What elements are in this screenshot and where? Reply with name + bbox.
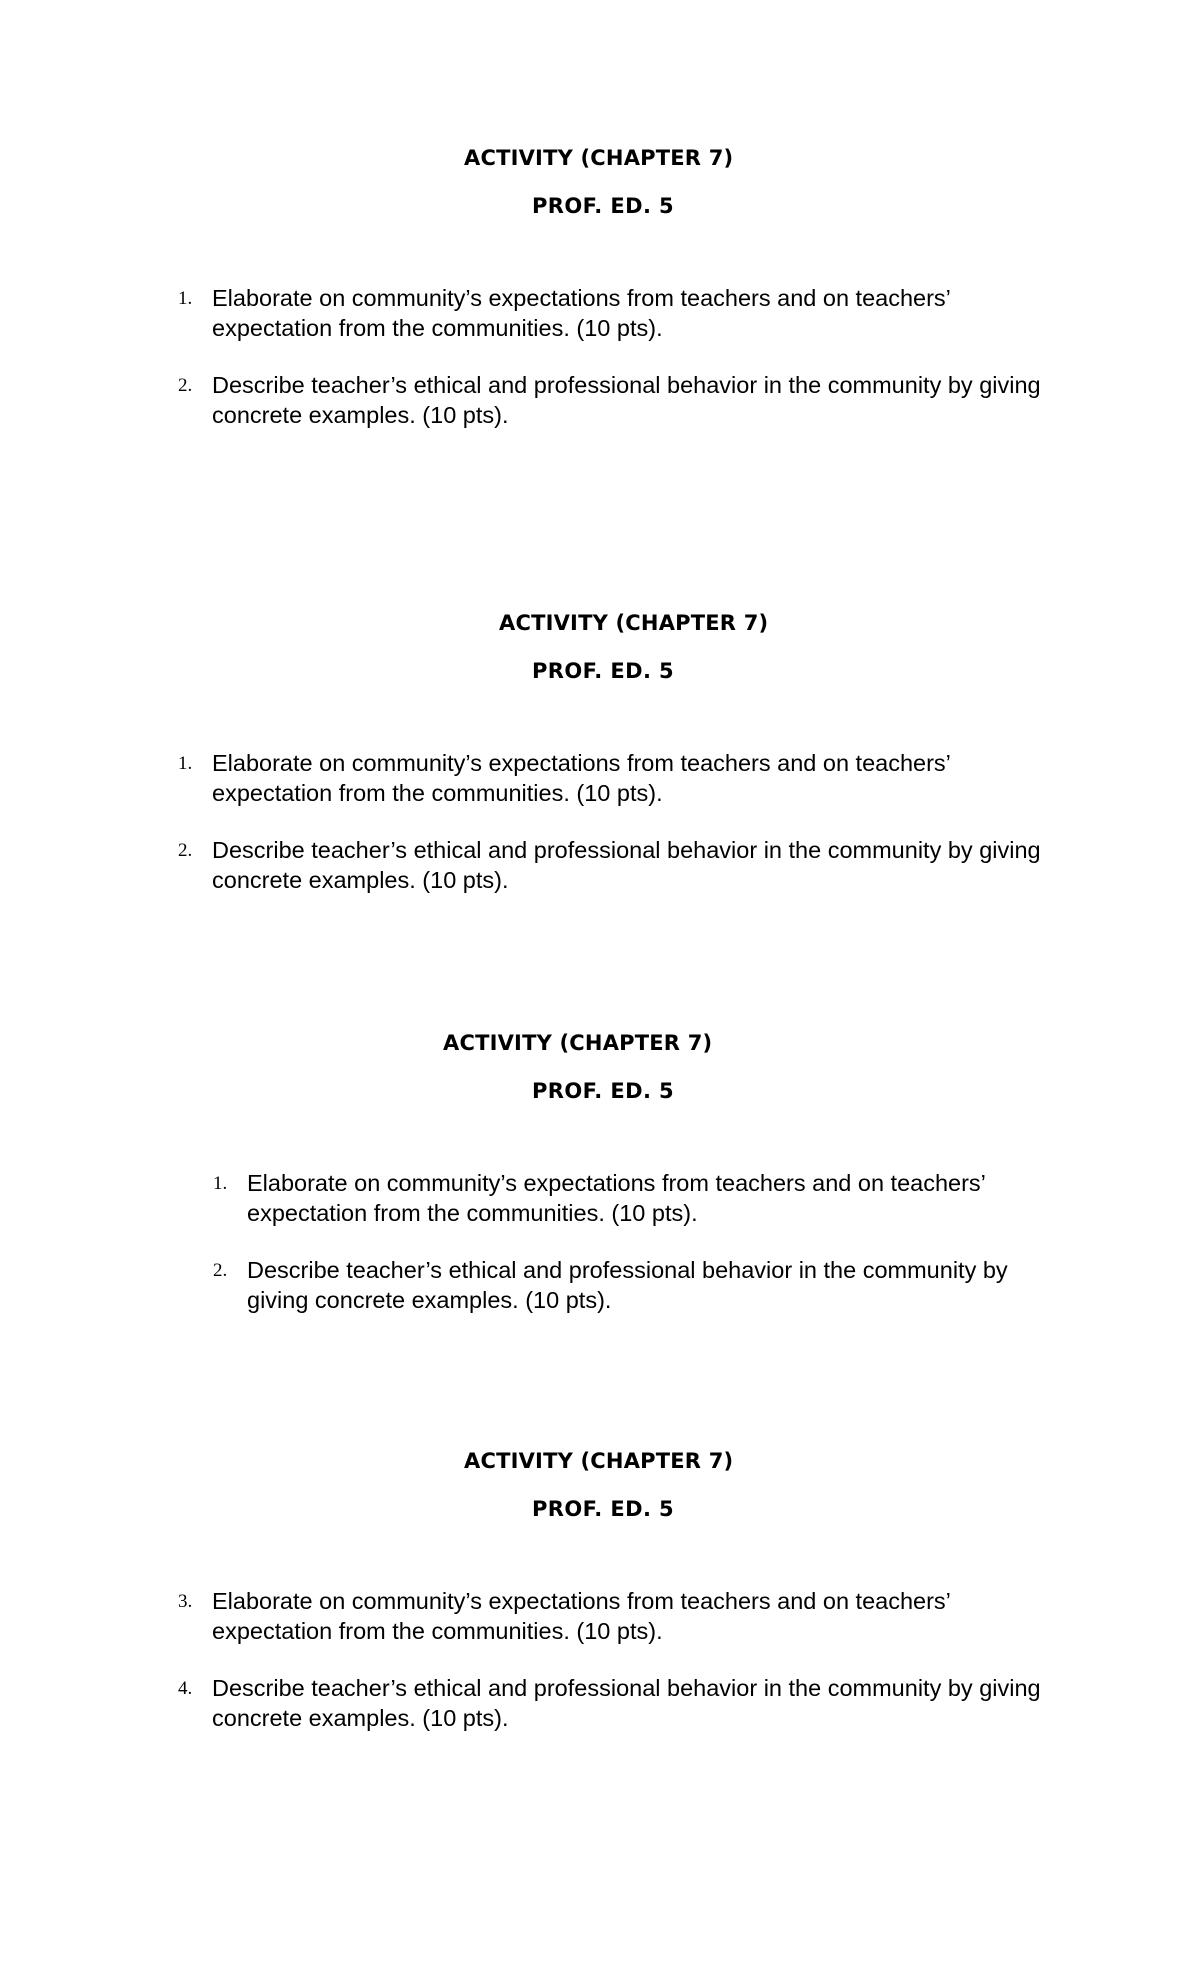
question-text: Describe teacher’s ethical and professional behavior in the community by giving concrete examples. (10 pts). <box>212 837 1041 893</box>
question-number: 2. <box>213 1260 228 1281</box>
question-number: 3. <box>178 1591 193 1612</box>
course-subtitle: PROF. ED. 5 <box>532 194 675 218</box>
question-text: Elaborate on community’s expectations from teachers and on teachers’ expectation from the communities. (10 pts). <box>212 1588 951 1644</box>
course-subtitle: PROF. ED. 5 <box>532 1497 675 1521</box>
question-number: 1. <box>178 288 193 309</box>
course-subtitle: PROF. ED. 5 <box>532 1079 675 1103</box>
activity-title: ACTIVITY (CHAPTER 7) <box>464 146 734 170</box>
activity-title: ACTIVITY (CHAPTER 7) <box>464 1449 734 1473</box>
question-text: Describe teacher’s ethical and professional behavior in the community by giving concrete examples. (10 pts). <box>212 372 1041 428</box>
question-text: Describe teacher’s ethical and professional behavior in the community by giving concrete examples. (10 pts). <box>212 1675 1041 1731</box>
question-number: 1. <box>213 1173 228 1194</box>
question-text: Describe teacher’s ethical and professional behavior in the community by giving concrete examples. (10 pts). <box>247 1257 1008 1313</box>
question-text: Elaborate on community’s expectations from teachers and on teachers’ expectation from the communities. (10 pts). <box>212 285 951 341</box>
course-subtitle: PROF. ED. 5 <box>532 659 675 683</box>
question-number: 2. <box>178 840 193 861</box>
activity-title: ACTIVITY (CHAPTER 7) <box>499 611 769 635</box>
question-number: 4. <box>178 1678 193 1699</box>
question-number: 2. <box>178 375 193 396</box>
question-text: Elaborate on community’s expectations from teachers and on teachers’ expectation from the communities. (10 pts). <box>247 1170 986 1226</box>
activity-title: ACTIVITY (CHAPTER 7) <box>443 1031 713 1055</box>
question-text: Elaborate on community’s expectations from teachers and on teachers’ expectation from the communities. (10 pts). <box>212 750 951 806</box>
question-number: 1. <box>178 753 193 774</box>
